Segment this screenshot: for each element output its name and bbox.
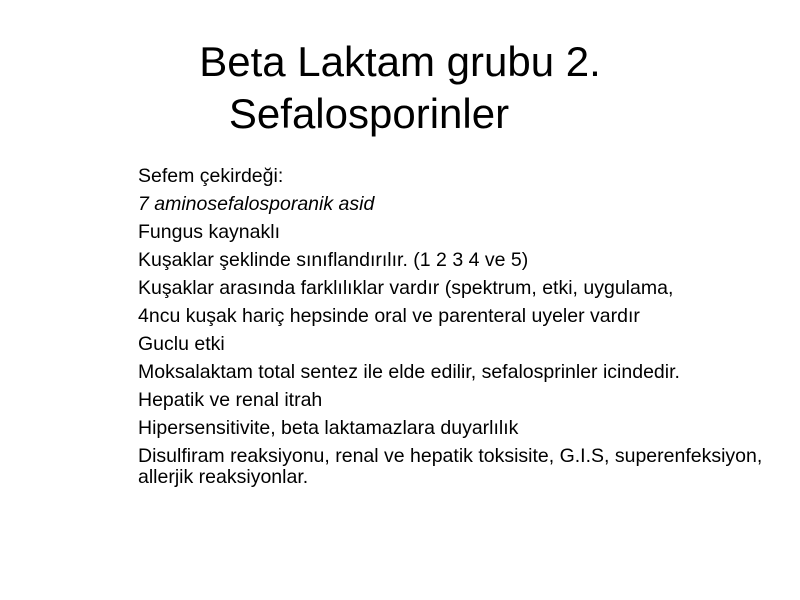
list-item: Fungus kaynaklı	[138, 221, 280, 243]
list-item: Hepatik ve renal itrah	[138, 389, 323, 411]
list-item: 7 aminosefalosporanik asid	[138, 193, 375, 215]
list-item: Hipersensitivite, beta laktamazlara duyarlılık	[138, 417, 519, 439]
list-item: 4ncu kuşak hariç hepsinde oral ve parenteral uyeler vardır	[138, 305, 640, 327]
title-line-2: Sefalosporinler	[228, 90, 510, 137]
list-item: Moksalaktam total sentez ile elde edilir, sefalosprinler icindedir.	[138, 361, 680, 383]
list-item: Kuşaklar şeklinde sınıflandırılır. (1 2 3 4 ve 5)	[138, 249, 529, 271]
list-item: Sefem çekirdeği:	[138, 165, 284, 187]
bullet-list	[138, 166, 778, 495]
list-item: Kuşaklar arasında farklılıklar vardır (spektrum, etki, uygulama,	[138, 277, 674, 299]
slide-title	[100, 36, 700, 140]
list-item: Disulfiram reaksiyonu, renal ve hepatik toksisite, G.I.S, superenfeksiyon, allerjik reaksiyonlar.	[138, 445, 763, 488]
title-line-1: Beta Laktam grubu 2.	[199, 38, 601, 85]
list-item: Guclu etki	[138, 333, 225, 355]
